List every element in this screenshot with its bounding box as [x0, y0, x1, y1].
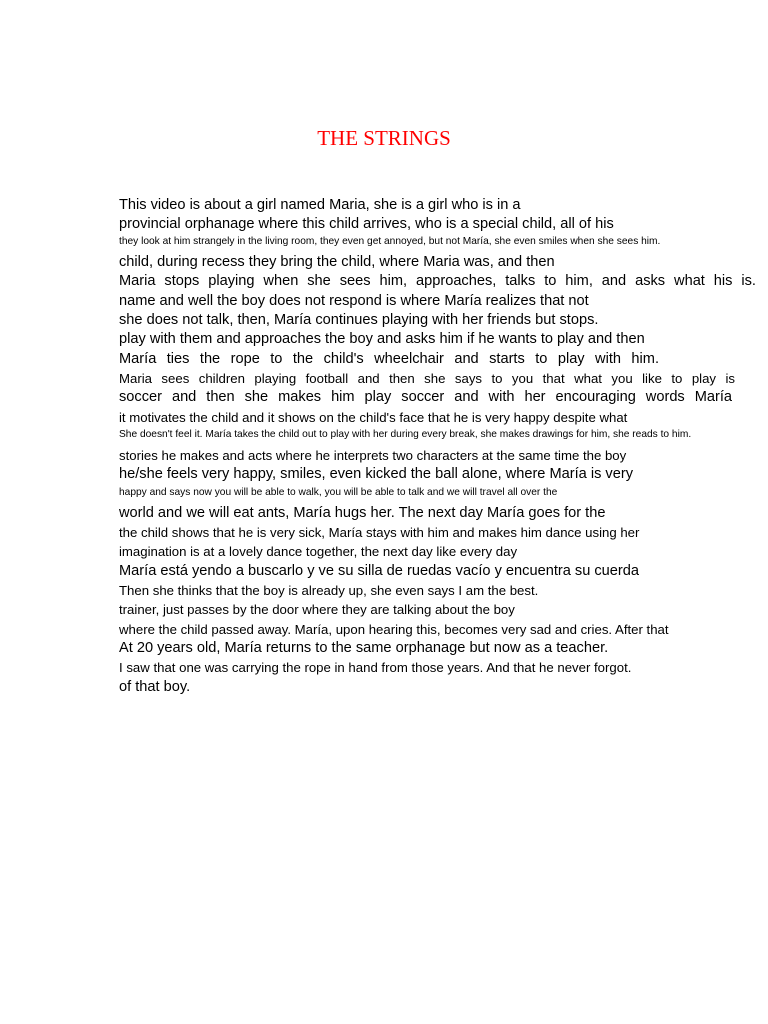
body-line: play with them and approaches the boy and asks him if he wants to play and then — [119, 331, 645, 347]
body-line: the child shows that he is very sick, María stays with him and makes him dance using her — [119, 525, 640, 540]
body-line: name and well the boy does not respond is where María realizes that not — [119, 293, 589, 309]
body-line: he/she feels very happy, smiles, even kicked the ball alone, where María is very — [119, 466, 634, 482]
body-line: she does not talk, then, María continues playing with her friends but stops. — [119, 312, 599, 328]
body-line: This video is about a girl named Maria, she is a girl who is in a — [119, 197, 521, 213]
body-line: María ties the rope to the child's wheelchair and starts to play with him. — [119, 351, 659, 367]
body-line: Maria stops playing when she sees him, approaches, talks to him, and asks what his is. — [119, 273, 756, 289]
body-line: of that boy. — [119, 679, 191, 695]
body-line: child, during recess they bring the child, where Maria was, and then — [119, 254, 555, 270]
body-line: where the child passed away. María, upon hearing this, becomes very sad and cries. After that — [119, 622, 669, 637]
body-line: Then she thinks that the boy is already up, she even says I am the best. — [119, 583, 539, 598]
body-line: stories he makes and acts where he interprets two characters at the same time the boy — [119, 448, 627, 463]
body-line: trainer, just passes by the door where they are talking about the boy — [119, 602, 515, 617]
body-line: world and we will eat ants, María hugs her. The next day María goes for the — [119, 505, 606, 521]
document-title: THE STRINGS — [317, 126, 451, 150]
body-line: soccer and then she makes him play soccer and with her encouraging words María — [119, 389, 732, 405]
body-line: At 20 years old, María returns to the same orphanage but now as a teacher. — [119, 640, 609, 656]
body-line: She doesn't feel it. María takes the child out to play with her during every break, she makes drawings for him, she reads to him. — [119, 429, 692, 440]
body-line: María está yendo a buscarlo y ve su silla de ruedas vacío y encuentra su cuerda — [119, 563, 639, 579]
body-line: it motivates the child and it shows on the child's face that he is very happy despite what — [119, 410, 628, 425]
body-line: Maria sees children playing football and then she says to you that what you like to play is — [119, 371, 735, 386]
body-line: provincial orphanage where this child arrives, who is a special child, all of his — [119, 216, 614, 232]
body-line: happy and says now you will be able to walk, you will be able to talk and we will travel all over the — [119, 487, 558, 498]
body-line: imagination is at a lovely dance together, the next day like every day — [119, 544, 518, 559]
body-line: they look at him strangely in the living room, they even get annoyed, but not María, she even smiles when she sees him. — [119, 236, 661, 247]
body-line: I saw that one was carrying the rope in hand from those years. And that he never forgot. — [119, 660, 632, 675]
